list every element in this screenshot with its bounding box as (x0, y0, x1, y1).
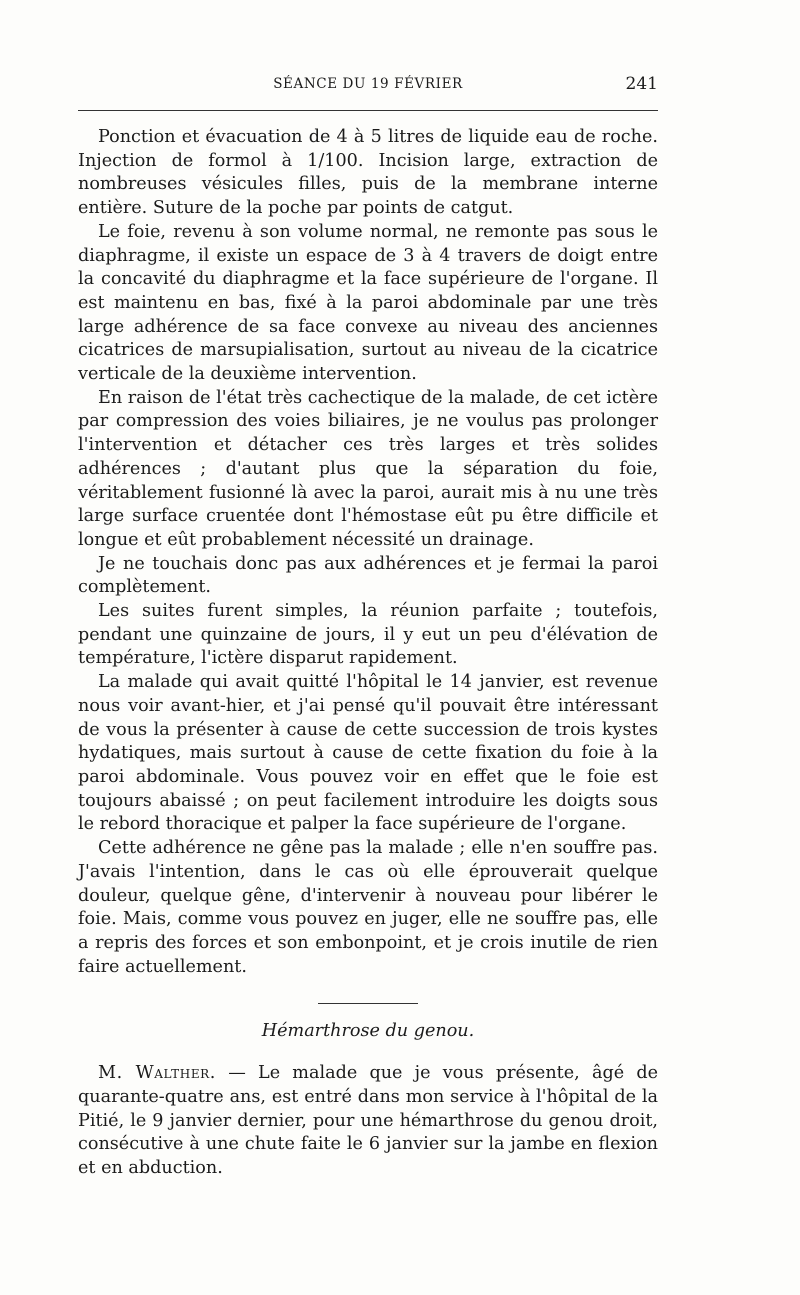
header-rule (78, 110, 658, 111)
running-head (78, 74, 658, 98)
paragraph-5: Les suites furent simples, la réunion parfaite ; toutefois, pendant une quinzaine de jours, il y eut un peu d'élévation de température, l'ictère disparut rapidement. (78, 601, 658, 669)
body-text (78, 126, 658, 1181)
speaker-name: M. Walther. (98, 1063, 217, 1084)
paragraph-3: En raison de l'état très cachectique de la malade, de cet ictère par compression des voies biliaires, je ne voulus pas prolonger l'intervention et détacher ces très larges et très solides adhérences ; d'autant plus que la séparation du foie, véritablement fusionné là avec la paroi, aurait mis à nu une très large surface cruentée dont l'hémostase eût pu être difficile et longue et eût probablement nécessité un drainage. (78, 387, 658, 550)
section-title: Hémarthrose du genou. (261, 1021, 475, 1042)
section-text: — Le malade que je vous présente, âgé de quarante-quatre ans, est entré dans mon service à l'hôpital de la Pitié, le 9 janvier dernier, pour une hémarthrose du genou droit, consécutive à une chute faite le 6 janvier sur la jambe en flexion et en abduction. (78, 1063, 658, 1179)
section-paragraph (78, 1062, 658, 1181)
paragraph-2: Le foie, revenu à son volume normal, ne remonte pas sous le diaphragme, il existe un espace de 3 à 4 travers de doigt entre la concavité du diaphragme et la face supérieure de l'organe. Il est maintenu en bas, fixé à la paroi abdominale par une très large adhérence de sa face convexe au niveau des anciennes cicatrices de marsupialisation, surtout au niveau de la cicatrice verticale de la deuxième intervention. (78, 221, 658, 385)
paragraph-7: Cette adhérence ne gêne pas la malade ; elle n'en souffre pas. J'avais l'intention, dans le cas où elle éprouverait quelque douleur, quelque gêne, d'intervenir à nouveau pour libérer le foie. Mais, comme vous pouvez en juger, elle ne souffre pas, elle a repris des forces et son embonpoint, et je crois inutile de rien faire actuellement. (78, 838, 658, 977)
running-title: SÉANCE DU 19 FÉVRIER (273, 76, 463, 92)
paragraph-1: Ponction et évacuation de 4 à 5 litres de liquide eau de roche. Injection de formol à 1/100. Incision large, extraction de nombreuses vésicules filles, puis de la membrane interne entière. Suture de la poche par points de catgut. (78, 127, 658, 219)
paragraph-4: Je ne touchais donc pas aux adhérences et je fermai la paroi complètement. (78, 553, 658, 598)
paragraph-6: La malade qui avait quitté l'hôpital le 14 janvier, est revenue nous voir avant-hier, et j'ai pensé qu'il pouvait être intéressant de vous la présenter à cause de cette succession de trois kystes hydatiques, mais surtout à cause de cette fixation du foie à la paroi abdominale. Vous pouvez voir en effet que le foie est toujours abaissé ; on peut facilement introduire les doigts sous le rebord thoracique et palper la face supérieure de l'organe. (78, 672, 658, 835)
section-divider (318, 1003, 418, 1004)
page-number: 241 (625, 74, 658, 94)
